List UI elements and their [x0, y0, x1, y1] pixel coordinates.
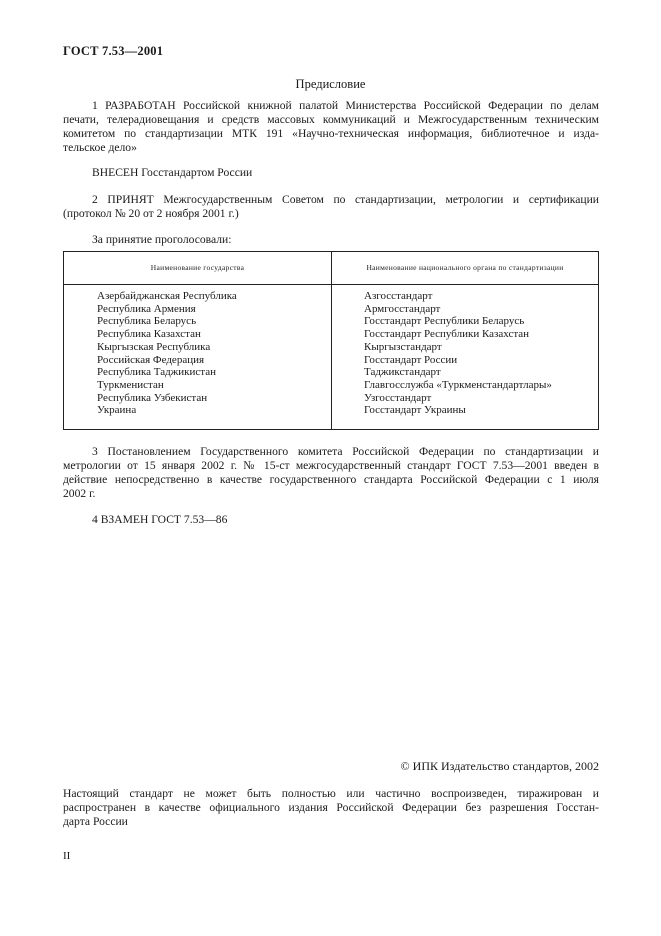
- item2-paragraph: [63, 193, 599, 221]
- body-cell: Таджикстандарт: [364, 366, 441, 379]
- state-cell: Республика Таджикистан: [97, 366, 216, 379]
- item1-line: комитетом по стандартизации МТК 191 «Научно-техническая информация, библиотечное и изда-: [63, 127, 599, 140]
- item3-line: действие непосредственно в качестве государственного стандарта Российской Федерации с 1 июля: [63, 473, 599, 486]
- item3-line: 2002 г.: [63, 487, 96, 500]
- body-cell: Госстандарт Украины: [364, 404, 466, 417]
- notice-line: распространен в качестве официального издания Российской Федерации без разрешения Госстан-: [63, 801, 599, 814]
- body-cell: Армгосстандарт: [364, 302, 441, 315]
- item1-line: печати, телерадиовещания и средств массовых коммуникаций и Межгосударственным техническим: [63, 113, 599, 126]
- document-id-header: ГОСТ 7.53—2001: [63, 44, 164, 58]
- copyright-line: © ИПК Издательство стандартов, 2002: [400, 759, 599, 773]
- state-cell: Республика Беларусь: [97, 315, 197, 328]
- body-cell: Госстандарт Республики Казахстан: [364, 328, 530, 341]
- introduced-line: ВНЕСЕН Госстандартом России: [92, 166, 253, 179]
- state-cell: Республика Казахстан: [97, 328, 201, 341]
- item1-line: тельское дело»: [63, 141, 137, 154]
- state-cell: Кыргызская Республика: [97, 340, 211, 353]
- state-cell: Азербайджанская Республика: [97, 290, 237, 302]
- notice-line: Настоящий стандарт не может быть полностью или частично воспроизведен, тиражирован и: [63, 787, 599, 800]
- states-column: [97, 290, 237, 417]
- body-cell: Госстандарт Республики Беларусь: [364, 315, 525, 328]
- preface-title: Предисловие: [295, 77, 366, 91]
- body-cell: Азгосстандарт: [364, 290, 433, 302]
- state-cell: Российская Федерация: [97, 353, 205, 366]
- state-cell: Республика Армения: [97, 302, 196, 315]
- item1-paragraph: [63, 99, 599, 155]
- item2-line: (протокол № 20 от 2 ноября 2001 г.): [63, 207, 239, 220]
- body-cell: Госстандарт России: [364, 353, 458, 366]
- item3-line: метрологии от 15 января 2002 г. № 15-ст межгосударственный стандарт ГОСТ 7.53—2001 введен в: [63, 459, 599, 472]
- state-cell: Туркменистан: [97, 378, 164, 391]
- item3-paragraph: [63, 445, 599, 501]
- table-header-state: Наименование государства: [150, 263, 245, 272]
- body-cell: Главгосслужба «Туркменстандартлары»: [364, 378, 552, 391]
- reproduction-notice: [63, 787, 599, 829]
- page-number: II: [63, 850, 71, 862]
- state-cell: Украина: [97, 404, 137, 417]
- item2-line: 2 ПРИНЯТ Межгосударственным Советом по стандартизации, метрологии и сертификации: [92, 193, 599, 206]
- item4-line: 4 ВЗАМЕН ГОСТ 7.53—86: [92, 513, 228, 526]
- voting-table: [63, 251, 599, 430]
- item1-line: 1 РАЗРАБОТАН Российской книжной палатой Министерства Российской Федерации по делам: [92, 99, 599, 112]
- body-cell: Узгосстандарт: [364, 391, 432, 404]
- voted-label: За принятие проголосовали:: [92, 233, 232, 246]
- notice-line: дарта России: [63, 815, 128, 828]
- table-header-body: Наименование национального органа по стандартизации: [366, 263, 564, 272]
- state-cell: Республика Узбекистан: [97, 391, 208, 404]
- item3-line: 3 Постановлением Государственного комитета Российской Федерации по стандартизации и: [92, 445, 599, 458]
- body-cell: Кыргызстандарт: [364, 340, 442, 353]
- bodies-column: [364, 290, 552, 417]
